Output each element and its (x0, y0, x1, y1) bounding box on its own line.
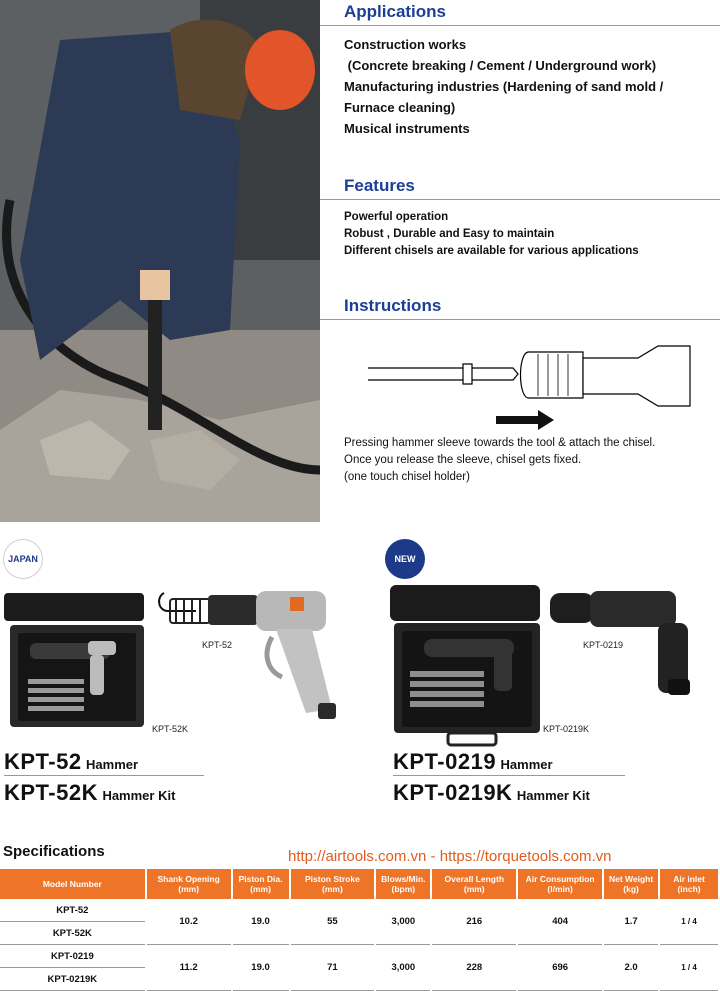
instructions-title: Instructions (344, 296, 442, 315)
column-header (603, 869, 659, 899)
kpt0219-name-row (393, 749, 553, 775)
air-inlet-cell: 1 / 4 (659, 899, 719, 945)
piston-stroke-cell: 55 (290, 899, 376, 945)
kpt0219-name-divider (393, 775, 625, 776)
air-consumption-cell: 696 (517, 945, 603, 991)
piston-dia-cell: 19.0 (232, 945, 290, 991)
japan-badge: JAPAN (3, 539, 43, 579)
column-header (146, 869, 232, 899)
blows-per-min-cell: 3,000 (375, 899, 431, 945)
features-list (344, 209, 639, 260)
features-line: Robust , Durable and Easy to maintain (344, 228, 555, 240)
table-row (0, 945, 719, 968)
column-header-unit: (mm) (250, 884, 271, 894)
chisel-attach-illustration (368, 340, 698, 430)
overall-length-cell: 216 (431, 899, 517, 945)
specifications-title: Specifications (3, 843, 105, 860)
instructions-line: Pressing hammer sleeve towards the tool & attach the chisel. (344, 437, 656, 449)
model-cell: KPT-52K (0, 922, 146, 945)
features-divider (320, 199, 720, 200)
column-header-line: Overall Length (444, 874, 505, 884)
net-weight-cell: 2.0 (603, 945, 659, 991)
column-header-line: Piston Dia. (238, 874, 283, 884)
column-header (290, 869, 376, 899)
column-header-line: Net Weight (608, 874, 654, 884)
kpt52-model-suffix: Hammer (86, 757, 139, 772)
kpt52-tool-label: KPT-52 (202, 640, 233, 650)
column-header (431, 869, 517, 899)
air-consumption-cell: 404 (517, 899, 603, 945)
applications-divider (320, 25, 720, 26)
kpt52k-name-row (4, 780, 175, 806)
kpt52-name-divider (4, 775, 204, 776)
column-header (517, 869, 603, 899)
piston-dia-cell: 19.0 (232, 899, 290, 945)
model-cell: KPT-52 (0, 899, 146, 922)
instructions-line: (one touch chisel holder) (344, 471, 470, 483)
column-header-line: Piston Stroke (305, 874, 360, 884)
kpt0219-tool-label: KPT-0219 (583, 640, 624, 650)
column-header (0, 869, 146, 899)
instructions-text (344, 435, 655, 486)
column-header-unit: (mm) (463, 884, 485, 894)
overall-length-cell: 228 (431, 945, 517, 991)
worker-photo-illustration (0, 0, 320, 522)
column-header-unit: (bpm) (391, 884, 416, 894)
instructions-divider (320, 319, 720, 320)
applications-line: Musical instruments (344, 121, 470, 136)
air-inlet-cell: 1 / 4 (659, 945, 719, 991)
column-header-unit: (mm) (178, 884, 200, 894)
column-header-unit: (mm) (322, 884, 343, 894)
kpt0219-model-name: KPT-0219 (393, 749, 497, 774)
column-header-line: Blows/Min. (381, 874, 426, 884)
column-header (232, 869, 290, 899)
net-weight-cell: 1.7 (603, 899, 659, 945)
kpt52k-model-suffix: Hammer Kit (102, 788, 176, 803)
kpt52k-model-name: KPT-52K (4, 780, 98, 805)
column-header-line: Shank Opening (157, 874, 220, 884)
kpt52-name-row (4, 749, 138, 775)
specifications-table (0, 869, 720, 991)
kpt0219-model-suffix: Hammer (500, 757, 553, 772)
table-header-row (0, 869, 719, 899)
applications-line: Construction works (344, 37, 467, 52)
features-title: Features (344, 176, 415, 195)
new-badge: NEW (385, 539, 425, 579)
source-watermark: http://airtools.com.vn - https://torquetools.com.vn (288, 848, 612, 865)
applications-title: Applications (344, 2, 447, 21)
column-header-line: Model Number (42, 879, 102, 889)
features-line: Powerful operation (344, 211, 449, 223)
kpt0219k-model-name: KPT-0219K (393, 780, 513, 805)
shank-opening-cell: 10.2 (146, 899, 232, 945)
model-cell: KPT-0219K (0, 968, 146, 991)
instructions-line: Once you release the sleeve, chisel gets fixed. (344, 454, 582, 466)
kpt52-illustration (0, 585, 360, 745)
blows-per-min-cell: 3,000 (375, 945, 431, 991)
kpt52k-kit-label: KPT-52K (152, 724, 189, 734)
table-row (0, 899, 719, 922)
column-header-line: Air inlet (673, 874, 705, 884)
chisel-attach-diagram (368, 340, 698, 430)
column-header-unit: (l/min) (547, 884, 573, 894)
applications-list (344, 34, 663, 139)
features-line: Different chisels are available for various applications (344, 245, 639, 257)
kpt0219k-name-row (393, 780, 590, 806)
kpt52-model-name: KPT-52 (4, 749, 82, 774)
applications-line: (Concrete breaking / Cement / Underground work) (344, 58, 657, 73)
column-header-line: Air Consumption (525, 874, 595, 884)
column-header (659, 869, 719, 899)
column-header (375, 869, 431, 899)
shank-opening-cell: 11.2 (146, 945, 232, 991)
applications-line: Manufacturing industries (Hardening of sand mold / (344, 79, 664, 94)
column-header-unit: (inch) (677, 884, 701, 894)
column-header-unit: (kg) (623, 884, 639, 894)
worker-photo (0, 0, 320, 522)
piston-stroke-cell: 71 (290, 945, 376, 991)
kpt0219k-kit-label: KPT-0219K (543, 724, 590, 734)
kpt52-product-image (0, 585, 360, 745)
kpt0219k-model-suffix: Hammer Kit (516, 788, 590, 803)
applications-line: Furnace cleaning) (344, 100, 456, 115)
model-cell: KPT-0219 (0, 945, 146, 968)
